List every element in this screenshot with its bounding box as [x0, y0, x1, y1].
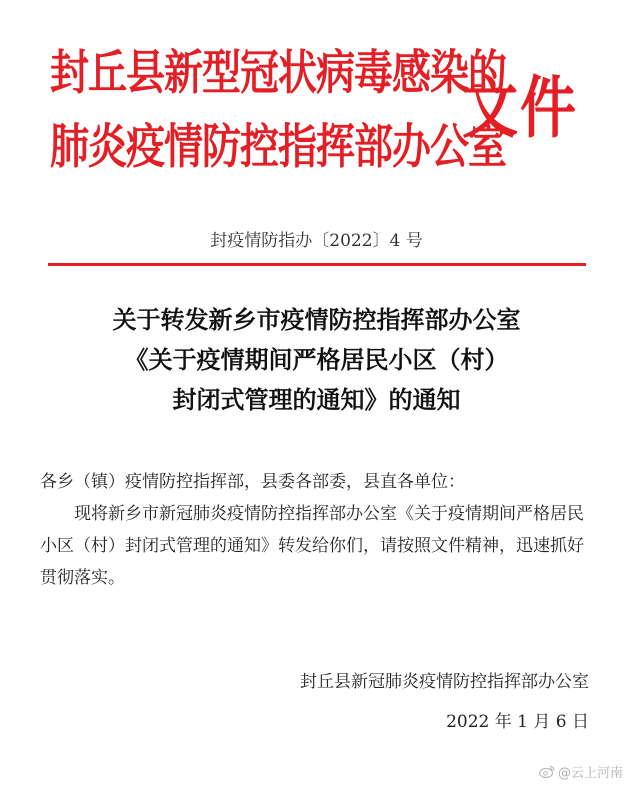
title-line-1: 关于转发新乡市疫情防控指挥部办公室: [112, 306, 521, 334]
salutation: 各乡（镇）疫情防控指挥部，县委各部委，县直各单位：: [40, 472, 465, 492]
title-line-3: 封闭式管理的通知》的通知: [172, 386, 461, 414]
weibo-icon: [539, 765, 555, 778]
issue-date: 2022 年 1 月 6 日: [446, 712, 589, 732]
document-number: 封疫情防指办〔2022〕4 号: [210, 231, 423, 251]
title-line-2: 《关于疫情期间严格居民小区（村）: [124, 346, 509, 374]
document-body: [40, 466, 595, 594]
watermark: [539, 762, 623, 781]
red-divider-line: [48, 263, 586, 266]
signature-block: [300, 662, 589, 742]
org-name-line-2: 肺炎疫情防控指挥部办公室: [50, 120, 507, 176]
document-title: [0, 300, 633, 420]
document-type-label: 文件: [462, 70, 578, 148]
document-header: [50, 34, 590, 194]
issuing-organization: [50, 34, 507, 176]
org-name-line-1: 封丘县新型冠状病毒感染的: [50, 46, 507, 102]
body-paragraph: 现将新乡市新冠肺炎疫情防控指挥部办公室《关于疫情期间严格居民小区（村）封闭式管理的通知》转发给你们，请按照文件精神，迅速抓好贯彻落实。: [40, 504, 584, 588]
watermark-text: @云上河南: [557, 766, 623, 781]
issuer-name: 封丘县新冠肺炎疫情防控指挥部办公室: [300, 672, 589, 692]
